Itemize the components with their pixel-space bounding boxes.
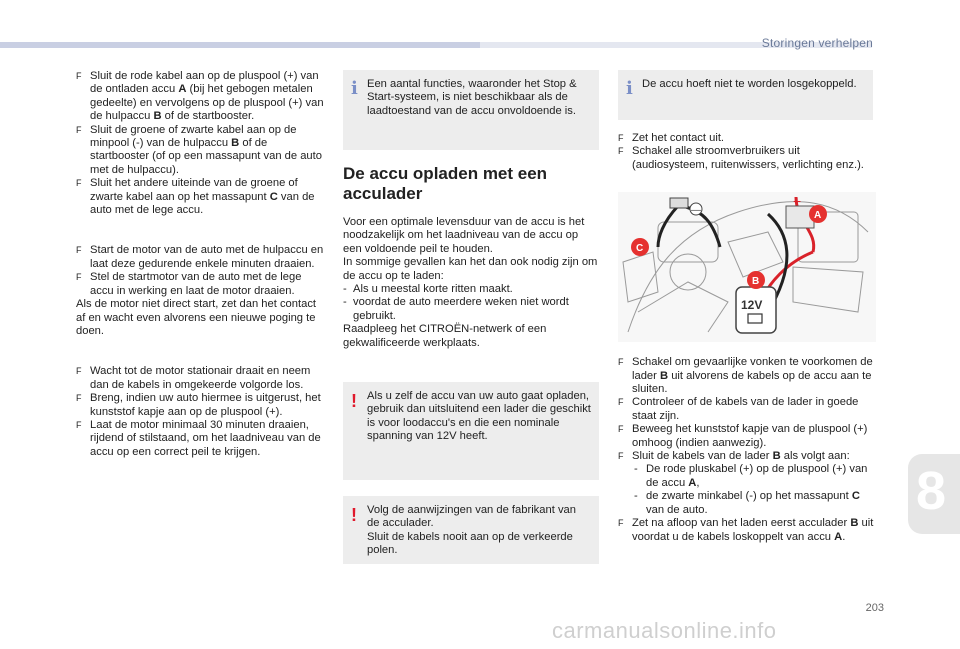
list-item: F Schakel om gevaarlijke vonken te voorkomen de lader B uit alvorens de kabels op de accu aan te sluiten. (618, 356, 873, 396)
list-item: F Breng, indien uw auto hiermee is uitgerust, het kunststof kapje aan op de pluspool (+). (76, 392, 321, 418)
marker-c-label: C (636, 243, 644, 255)
bullet-icon: F (76, 178, 82, 189)
info-icon: i (626, 78, 633, 99)
bullet-icon: F (618, 357, 624, 368)
column-2 (343, 70, 599, 564)
bullet-icon: F (618, 451, 624, 462)
bullet-icon: F (76, 124, 82, 135)
list-item: F Zet het contact uit. (618, 132, 725, 144)
battery-charger-illustration (618, 192, 876, 342)
list-item: F Sluit de rode kabel aan op de pluspool (+) van de ontladen accu A (bij het gebogen metalen gedeelte) en vervolgens op de pluspool (+) van de hulpaccu B of de startbooster. (76, 70, 324, 123)
section-heading: De accu opladen met een acculader (343, 164, 548, 203)
list-item: F Start de motor van de auto met de hulpaccu en laat deze gedurende enkele minuten draaien. (76, 244, 324, 270)
info-icon: i (351, 78, 358, 99)
engine-bay-diagram (618, 192, 876, 342)
list-item: F Sluit het andere uiteinde van de groene of zwarte kabel aan op het massapunt C van de auto met de lege accu. (76, 177, 315, 217)
warning-box: ! Volg de aanwijzingen van de fabrikant van de acculader. Sluit de kabels nooit aan op de verkeerde polen. (343, 496, 599, 564)
charger-label: 12V (741, 298, 763, 313)
bullet-icon: F (76, 366, 82, 377)
section-title: Storingen verhelpen (761, 36, 873, 50)
page-number: 203 (865, 602, 884, 614)
list-item: F Stel de startmotor van de auto met de lege accu in werking en laat de motor draaien. (76, 271, 302, 297)
paragraph: Als de motor niet direct start, zet dan het contact af en wacht even alvorens een nieuwe poging te doen. (76, 298, 317, 337)
list-item: F Laat de motor minimaal 30 minuten draaien, rijdend of stilstaand, om het laadniveau van de accu op een correct peil te krijgen. (76, 418, 321, 458)
list-item: F Schakel alle stroomverbruikers uit (audiosysteem, ruitenwissers, verlichting enz.). (618, 145, 864, 171)
list-item: F Wacht tot de motor stationair draait en neem dan de kabels in omgekeerde volgorde los. (76, 365, 311, 391)
watermark: carmanualsonline.info (552, 618, 777, 643)
warning-icon: ! (351, 391, 357, 412)
bullet-icon: F (76, 245, 82, 256)
list-item: F Sluit de kabels van de lader B als volgt aan: (618, 450, 850, 463)
list-item: F Controleer of de kabels van de lader in goede staat zijn. (618, 396, 859, 422)
svg-text:—: — (691, 205, 701, 217)
svg-text:+: + (793, 193, 802, 210)
bullet-icon: F (618, 146, 624, 157)
column-1 (76, 70, 326, 459)
bullet-icon: F (76, 71, 82, 81)
marker-a-label: A (814, 210, 822, 222)
warning-icon: ! (351, 505, 357, 526)
bullet-icon: F (618, 133, 624, 143)
column-3 (618, 70, 876, 544)
bullet-icon: F (76, 272, 82, 283)
bullet-icon: F (618, 397, 624, 408)
chapter-tab (908, 454, 960, 534)
paragraph: In sommige gevallen kan het dan ook nodig zijn om de accu op te laden: (343, 256, 598, 282)
bullet-icon: F (618, 424, 624, 435)
list-item: F Beweeg het kunststof kapje van de pluspool (+) omhoog (indien aanwezig). (618, 423, 868, 449)
info-box: i De accu hoeft niet te worden losgekoppeld. (618, 70, 873, 120)
bullet-icon: F (76, 393, 82, 404)
bullet-icon: F (76, 419, 82, 430)
list-item: - Als u meestal korte ritten maakt. (343, 283, 513, 296)
marker-b-label: B (752, 276, 760, 288)
list-item: - de zwarte minkabel (-) op het massapunt C van de auto. (634, 490, 860, 516)
bullet-icon: F (618, 518, 624, 529)
info-box: i Een aantal functies, waaronder het Stop & Start-systeem, is niet beschikbaar als de laadtoestand van de accu onvoldoende is. (343, 70, 599, 150)
list-item: F Zet na afloop van het laden eerst acculader B uit voordat u de kabels loskoppelt van accu A. (618, 517, 874, 543)
paragraph: Raadpleeg het CITROËN-netwerk of een gekwalificeerde werkplaats. (343, 323, 547, 349)
header-bar-left (0, 42, 480, 48)
list-item: F Sluit de groene of zwarte kabel aan op de minpool (-) van de hulpaccu B of de startbooster (of op een massapunt van de auto met de hulpaccu). (76, 123, 322, 176)
paragraph: Voor een optimale levensduur van de accu is het noodzakelijk om het laadniveau van de accu op een voldoende peil te houden. (343, 216, 585, 255)
list-item: - De rode pluskabel (+) op de pluspool (+) van de accu A, (634, 463, 868, 489)
list-item: - voordat de auto meerdere weken niet wordt gebruikt. (343, 296, 569, 322)
chapter-number: 8 (916, 461, 947, 521)
warning-box: ! Als u zelf de accu van uw auto gaat opladen, gebruik dan uitsluitend een lader die geschikt is voor loodaccu's en die een nominale spanning van 12V heeft. (343, 382, 599, 480)
